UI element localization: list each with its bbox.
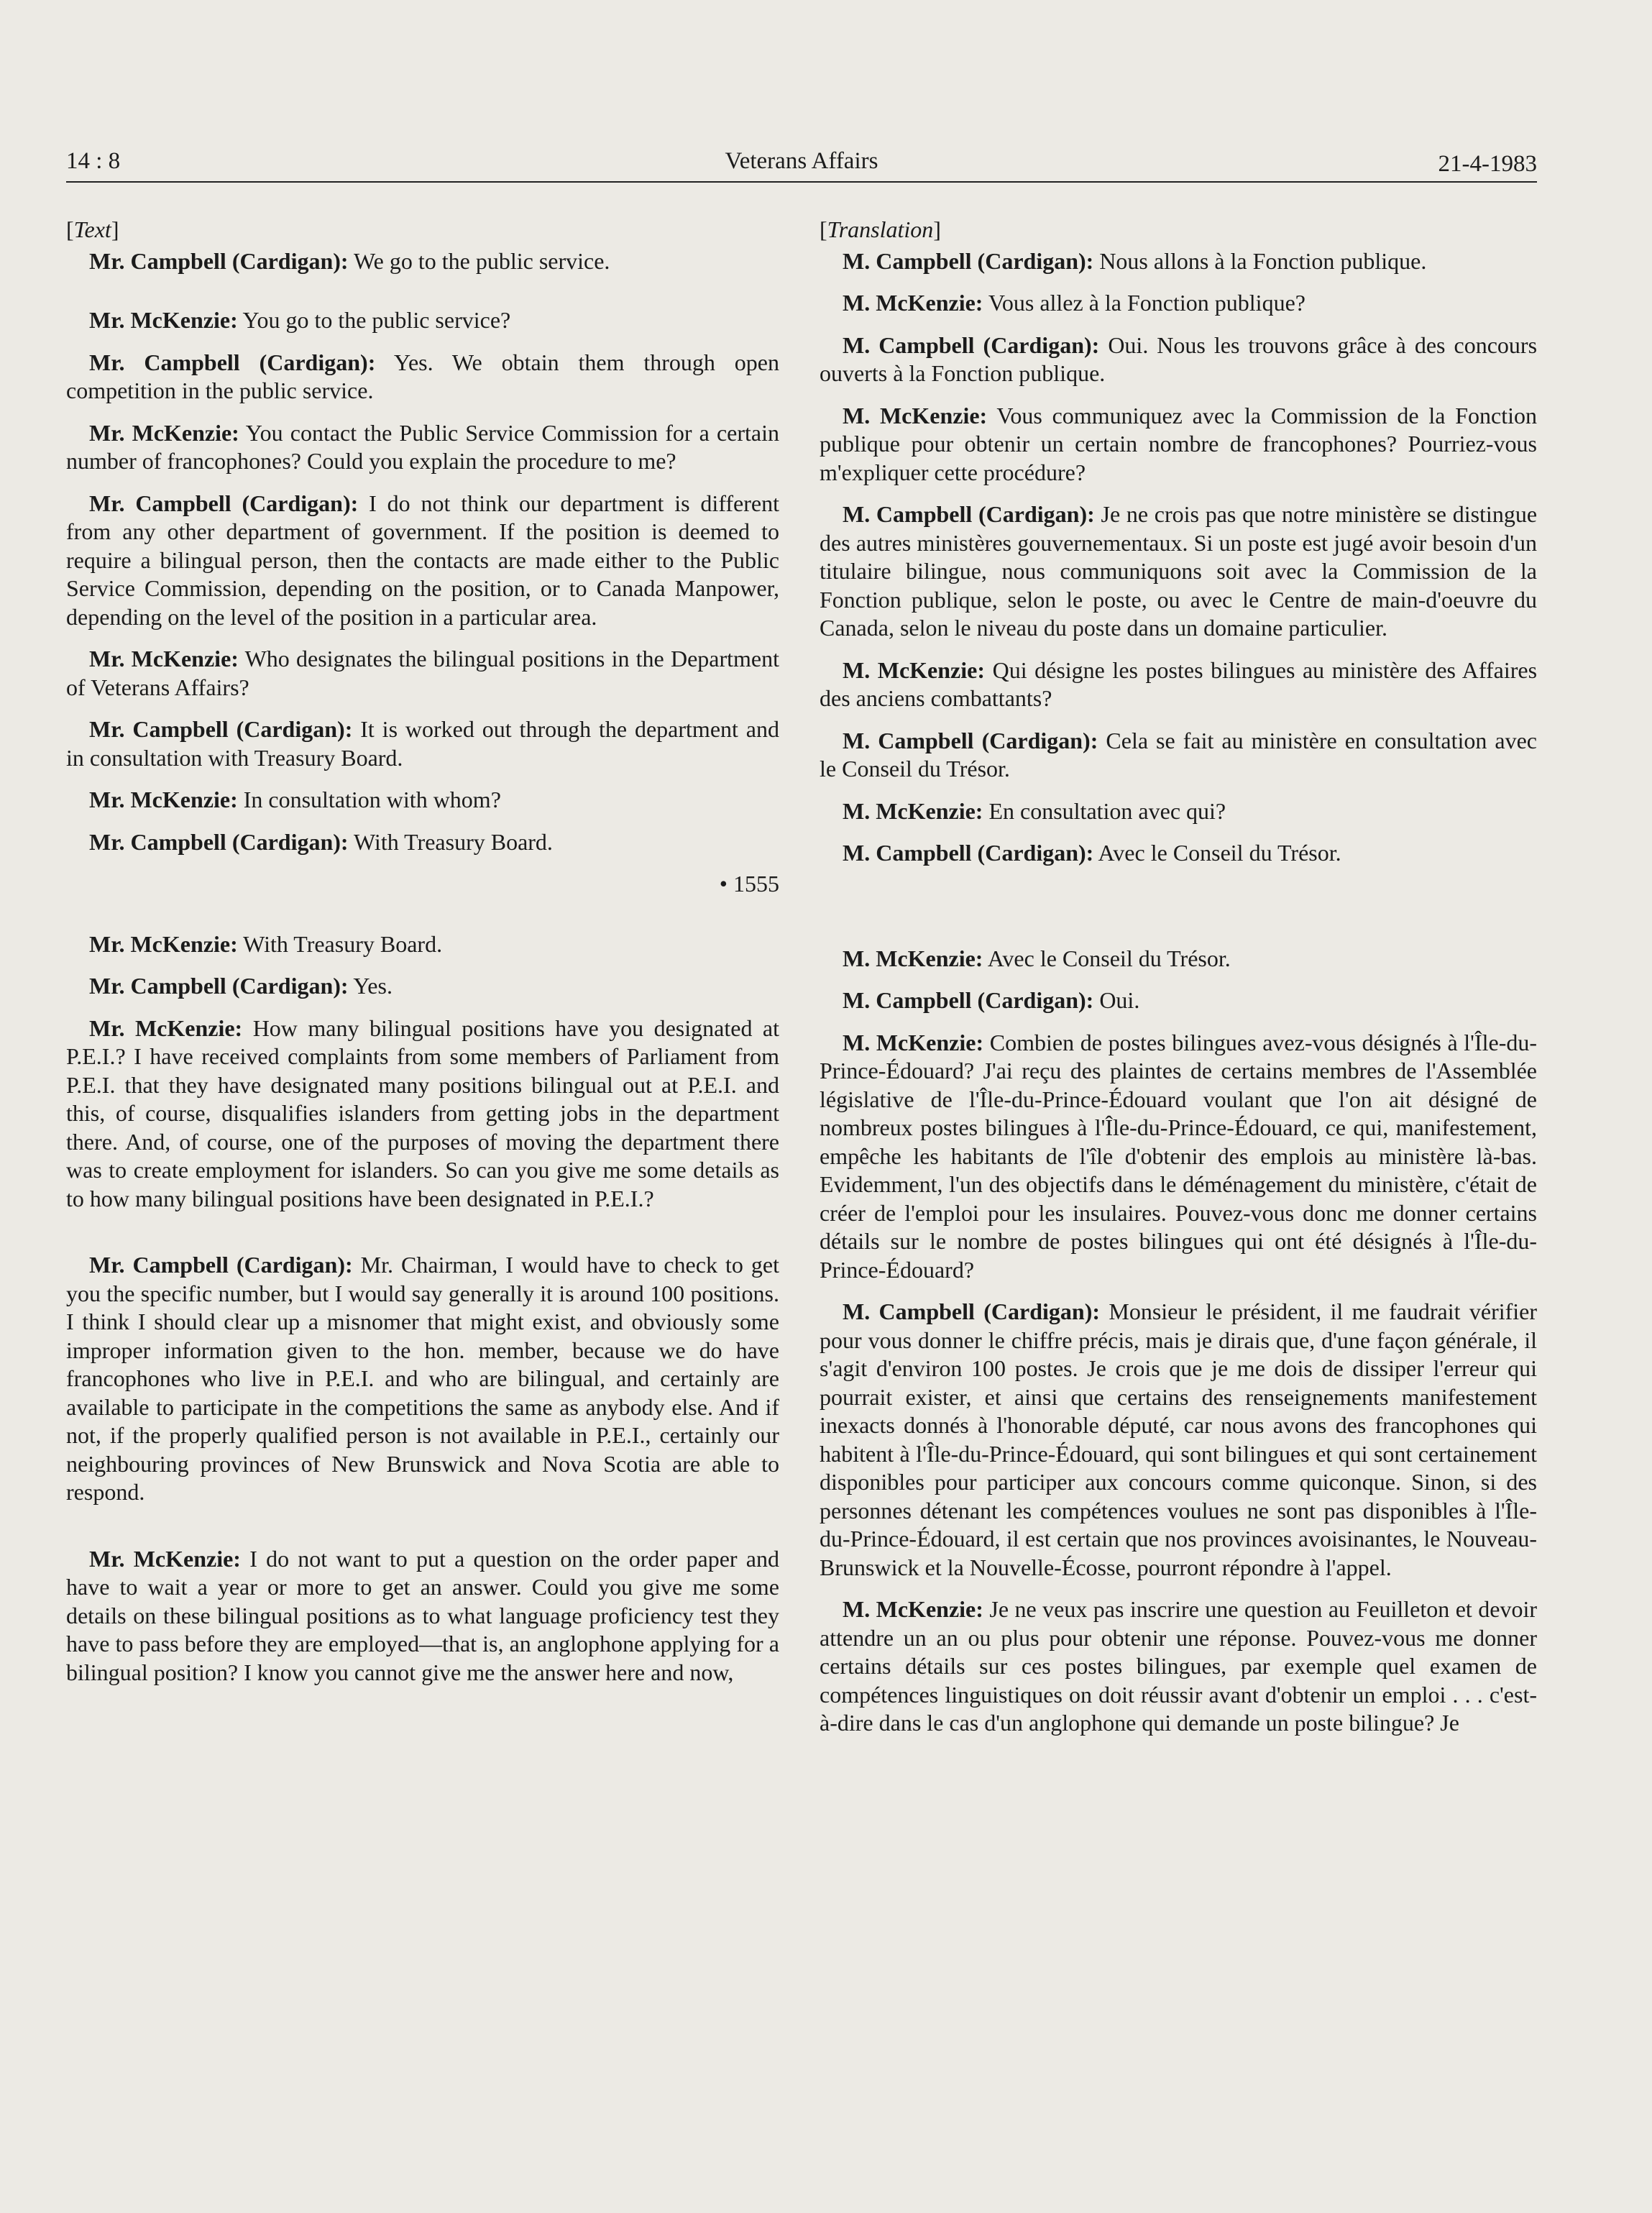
speech: Yes. xyxy=(353,973,393,999)
transcript-turn xyxy=(66,930,779,959)
transcript-turn xyxy=(66,349,779,406)
english-column xyxy=(66,216,779,1700)
speech: In consultation with whom? xyxy=(243,787,501,812)
transcript-turn xyxy=(820,839,1537,868)
speaker: Mr. McKenzie: xyxy=(89,307,238,333)
transcript-turn xyxy=(66,645,779,702)
speaker: Mr. Campbell (Cardigan): xyxy=(89,349,376,375)
speech: You contact the Public Service Commission for a certain number of francophones? Could you explain the procedure to me? xyxy=(66,419,780,474)
transcript-turn xyxy=(66,715,779,772)
speaker: M. Campbell (Cardigan): xyxy=(843,331,1100,358)
speech: Oui. Nous les trouvons grâce à des concours ouverts à la Fonction publique. xyxy=(820,331,1538,386)
speech: Qui désigne les postes bilingues au ministère des Affaires des anciens combattants? xyxy=(820,656,1538,711)
transcript-turn xyxy=(820,1298,1537,1582)
speaker: Mr. Campbell (Cardigan): xyxy=(89,716,353,742)
speech: Nous allons à la Fonction publique. xyxy=(1099,247,1427,274)
speaker: Mr. McKenzie: xyxy=(89,419,239,446)
transcript-turn xyxy=(820,331,1537,388)
speaker: M. Campbell (Cardigan): xyxy=(843,727,1098,753)
transcript-turn xyxy=(66,1014,779,1214)
transcript-turn xyxy=(66,247,779,276)
speaker: Mr. McKenzie: xyxy=(89,646,239,672)
speech: Who designates the bilingual positions in the Department of Veterans Affairs? xyxy=(66,646,780,700)
session-date: 21-4-1983 xyxy=(1438,151,1537,177)
speaker: M. McKenzie: xyxy=(843,290,983,316)
speaker: M. Campbell (Cardigan): xyxy=(843,840,1094,866)
transcript-turn xyxy=(820,289,1537,318)
speaker: Mr. Campbell (Cardigan): xyxy=(89,828,349,855)
time-marker-space xyxy=(820,881,1537,913)
speaker: M. McKenzie: xyxy=(843,656,986,683)
french-column-label: [Translation] xyxy=(820,216,941,242)
transcript-turn xyxy=(820,1029,1537,1285)
transcript-turn xyxy=(66,419,779,476)
speaker: Mr. McKenzie: xyxy=(89,1014,243,1041)
speech: Avec le Conseil du Trésor. xyxy=(987,945,1231,971)
speaker: M. Campbell (Cardigan): xyxy=(843,1298,1101,1324)
page-header xyxy=(66,144,1537,183)
speech: I do not want to put a question on the order paper and have to wait a year or more to get an answer. Could you give me some details on these bilingual positions as to what language proficiency test they have to pass before they are employed—that is, an anglophone applying for a bilingual position? I know you cannot give me the answer here and now, xyxy=(66,1545,780,1685)
speaker: M. McKenzie: xyxy=(843,945,983,971)
speech: Yes. We obtain them through open competition in the public service. xyxy=(66,349,780,403)
transcript-turn xyxy=(66,828,779,857)
french-column xyxy=(820,216,1537,1751)
transcript-turn xyxy=(66,972,779,1001)
speech: Vous communiquez avec la Commission de la Fonction publique pour obtenir un certain nombre de francophones? Pourriez-vous m'expliquer cette procédure? xyxy=(820,402,1538,485)
speech: Cela se fait au ministère en consultation avec le Conseil du Trésor. xyxy=(820,727,1538,782)
speech: We go to the public service. xyxy=(354,247,610,274)
speech: I do not think our department is different from any other department of government. If the position is deemed to require a bilingual person, then the contacts are made either to the Public Service Commission, depending on the position, or to Canada Manpower, depending on the level of the position in a particular area. xyxy=(66,490,780,630)
speech: Avec le Conseil du Trésor. xyxy=(1098,840,1341,866)
time-marker: • 1555 xyxy=(719,871,779,897)
transcript-turn xyxy=(820,247,1537,276)
speech: Je ne veux pas inscrire une question au Feuilleton et devoir attendre un an ou plus pour obtenir une réponse. Pouvez-vous me donner certains détails sur ces postes bilingues, par exemple quel examen de compétences linguistiques on doit réussir avant d'obtenir un emploi . . . c'est-à-dire dans le cas d'un anglophone qui demande un poste bilingue? Je xyxy=(820,1596,1538,1736)
committee-title: Veterans Affairs xyxy=(725,148,878,174)
speech: You go to the public service? xyxy=(242,307,511,333)
speaker: Mr. Campbell (Cardigan): xyxy=(89,1252,353,1278)
speaker: M. Campbell (Cardigan): xyxy=(843,501,1095,527)
transcript-turn xyxy=(820,1595,1537,1738)
transcript-turn xyxy=(66,490,779,632)
transcript-turn xyxy=(820,656,1537,713)
speech: Oui. xyxy=(1099,987,1140,1013)
speech: Mr. Chairman, I would have to check to get you the specific number, but I would say generally it is around 100 positions. I think I should clear up a misnomer that might exist, and obviously some improper information given to the hon. member, because we do have francophones who live in P.E.I. and who are bilingual, and certainly are available to participate in the competitions the same as anybody else. And if not, if the properly qualified person is not available in P.E.I., certainly our neighbouring provinces of New Brunswick and Nova Scotia are able to respond. xyxy=(66,1252,779,1505)
transcript-turn xyxy=(820,727,1537,784)
transcript-turn xyxy=(820,500,1537,643)
transcript-turn xyxy=(820,986,1537,1015)
speech: Je ne crois pas que notre ministère se distingue des autres ministères gouvernementaux. Si un poste est jugé avoir besoin d'un titulaire bilingue, nous communiquons soit avec la Commission de la Fonction publique, selon le poste, ou avec le Centre de main-d'oeuvre du Canada, selon le niveau du poste dans un domaine particulier. xyxy=(820,501,1538,641)
transcript-turn xyxy=(66,786,779,815)
speaker: M. McKenzie: xyxy=(843,402,988,429)
speech: Combien de postes bilingues avez-vous désignés à l'Île-du-Prince-Édouard? J'ai reçu des plaintes de certains membres de l'Assemblée législative de l'Île-du-Prince-Édouard voulant que l'on ait désigné de nombreux postes bilingues à l'Île-du-Prince-Édouard, ce qui, manifestement, empêche les habitants de l'île d'obtenir des emplois au ministère là-bas. Evidemment, l'un des objectifs dans le déménagement du ministère, c'était de créer de l'emploi pour les insulaires. Pouvez-vous donc me donner certains détails sur le nombre de postes bilingues qui ont été désignés à l'Île-du-Prince-Édouard? xyxy=(820,1029,1538,1283)
speech: En consultation avec qui? xyxy=(988,797,1226,824)
speaker: M. McKenzie: xyxy=(843,1596,983,1622)
speaker: M. Campbell (Cardigan): xyxy=(843,247,1094,274)
speech: With Treasury Board. xyxy=(354,828,553,855)
speech: Monsieur le président, il me faudrait vérifier pour vous donner le chiffre précis, mais je dirais que, d'une façon générale, il s'agit d'environ 100 postes. Je crois que je me dois de dissiper l'erreur qui pourrait exister, et ainsi que certains des renseignements manifestement inexacts donnés à l'honorable député, car nous avons des francophones qui habitent à l'Île-du-Prince-Édouard, qui sont bilingues et qui sont certainement disponibles pour participer aux concours comme quiconque. Sinon, si des personnes détenant les compétences voulues ne sont pas disponibles à l'Île-du-Prince-Édouard, il est certain que nos provinces avoisinantes, le Nouveau-Brunswick et la Nouvelle-Écosse, pourront répondre à l'appel. xyxy=(820,1298,1538,1580)
page-number: 14 : 8 xyxy=(66,148,121,174)
transcript-turn xyxy=(66,306,779,335)
speech: It is worked out through the department and in consultation with Treasury Board. xyxy=(66,716,780,771)
speaker: Mr. McKenzie: xyxy=(89,787,238,812)
speaker: Mr. Campbell (Cardigan): xyxy=(89,247,349,274)
speaker: Mr. McKenzie: xyxy=(89,930,238,957)
speaker: M. Campbell (Cardigan): xyxy=(843,987,1094,1013)
speaker: Mr. McKenzie: xyxy=(89,1545,241,1572)
transcript-turn xyxy=(820,945,1537,973)
speech: How many bilingual positions have you designated at P.E.I.? I have received complaints from some members of Parliament from P.E.I. that they have designated many positions bilingual out at P.E.I. and this, of course, disqualifies islanders from getting jobs in the department there. And, of course, one of the purposes of moving the department there was to create employment for islanders. So can you give me some details as to how many bilingual positions have been designated in P.E.I.? xyxy=(66,1014,780,1211)
english-column-label: [Text] xyxy=(66,216,119,242)
speaker: M. McKenzie: xyxy=(843,1029,984,1055)
transcript-turn xyxy=(66,1545,779,1687)
speech: Vous allez à la Fonction publique? xyxy=(988,290,1305,316)
speaker: Mr. Campbell (Cardigan): xyxy=(89,973,349,999)
transcript-turn xyxy=(820,402,1537,487)
speaker: Mr. Campbell (Cardigan): xyxy=(89,490,359,516)
transcript-turn xyxy=(66,1251,779,1507)
transcript-turn xyxy=(820,797,1537,826)
speech: With Treasury Board. xyxy=(243,930,443,957)
speaker: M. McKenzie: xyxy=(843,797,983,824)
